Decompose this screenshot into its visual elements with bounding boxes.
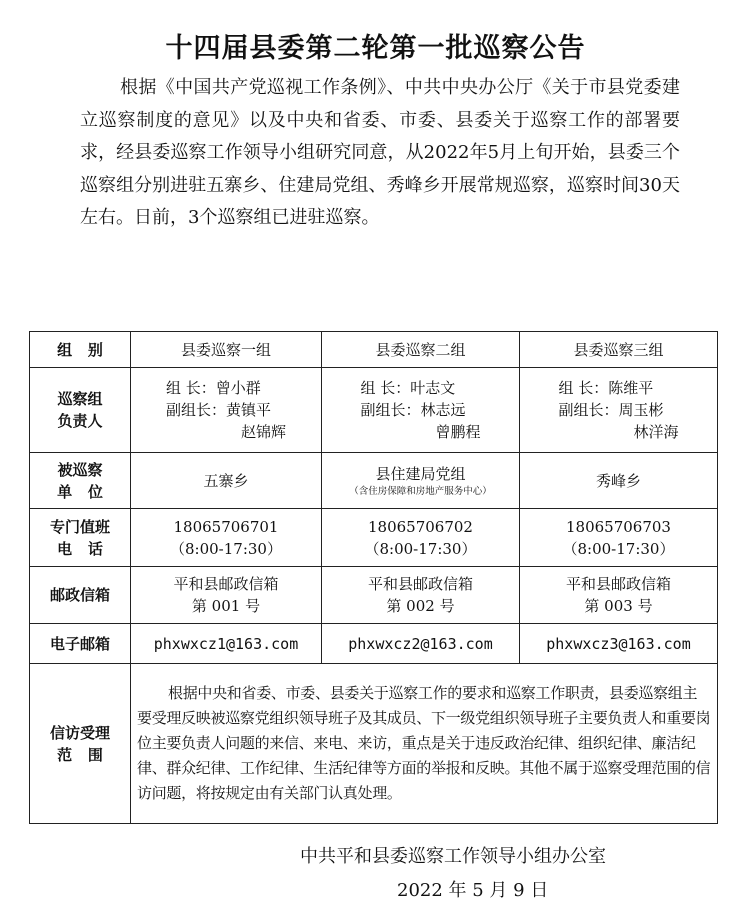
group-3-deputy: 副组长：周玉彬	[558, 401, 664, 419]
header-scope: 信访受理 范 围	[30, 664, 131, 824]
group-2-name: 县委巡察二组	[322, 332, 520, 368]
group-3-leader: 组 长：陈维平	[558, 379, 654, 397]
group-3-phone-cell	[520, 509, 718, 567]
table-row-scope	[30, 664, 718, 824]
group-3-post-cell	[520, 567, 718, 624]
group-3-deputy2: 林洋海	[633, 423, 679, 441]
header-leader: 巡察组 负责人	[30, 368, 131, 453]
group-2-hours: （8:00-17:30）	[364, 539, 477, 558]
group-2-leader: 组 长：叶志文	[360, 379, 456, 397]
header-post: 邮政信箱	[30, 567, 131, 624]
group-3-hours: （8:00-17:30）	[562, 539, 675, 558]
group-1-phone: 18065706701	[173, 517, 279, 536]
group-1-email[interactable]: phxwxcz1@163.com	[131, 624, 322, 664]
group-3-leaders	[520, 368, 718, 453]
group-1-leaders	[131, 368, 322, 453]
group-1-deputy2: 赵锦辉	[240, 423, 286, 441]
group-1-hours: （8:00-17:30）	[170, 539, 282, 558]
group-3-post: 平和县邮政信箱	[565, 575, 671, 593]
group-3-email[interactable]: phxwxcz3@163.com	[520, 624, 718, 664]
group-1-deputy: 副组长：黄镇平	[165, 401, 271, 419]
table-row-phone	[30, 509, 718, 567]
group-2-unit-note: （含住房保障和房地产服务中心）	[349, 485, 492, 497]
group-1-phone-cell	[131, 509, 322, 567]
group-1-post: 平和县邮政信箱	[173, 575, 279, 593]
group-2-post-no: 第 002 号	[386, 597, 455, 615]
intro-paragraph: 根据《中国共产党巡视工作条例》、中共中央办公厅《关于市县党委建立巡察制度的意见》以及中央和省委、市委、县委关于巡察工作的部署要求，经县委巡察工作领导小组研究同意，从2022年5月上旬开始，县委三个巡察组分别进驻五寨乡、住建局党组、秀峰乡开展常规巡察，巡察时间30天左右。日前，3个巡察组已进驻巡察。	[80, 77, 680, 228]
group-3-name: 县委巡察三组	[520, 332, 718, 368]
table-row-leader	[30, 368, 718, 453]
scope-text: 根据中央和省委、市委、县委关于巡察工作的要求和巡察工作职责，县委巡察组主要受理反映被巡察党组织领导班子及其成员、下一级党组织领导班子主要负责人和重要岗位主要负责人问题的来信、来电、来访，重点是关于违反政治纪律、组织纪律、廉洁纪律、群众纪律、工作纪律、生活纪律等方面的举报和反映。其他不属于巡察受理范围的信访问题，将按规定由有关部门认真处理。	[131, 664, 718, 824]
table-row-unit	[30, 453, 718, 509]
group-2-post: 平和县邮政信箱	[367, 575, 473, 593]
group-3-phone: 18065706703	[566, 517, 671, 536]
table-row-post	[30, 567, 718, 624]
group-3-unit: 秀峰乡	[520, 453, 718, 509]
group-1-post-no: 第 001 号	[191, 597, 261, 615]
group-2-leaders	[322, 368, 520, 453]
header-group: 组 别	[30, 332, 131, 368]
group-3-post-no: 第 003 号	[584, 597, 653, 615]
group-2-deputy2: 曾鹏程	[435, 423, 481, 441]
group-2-unit: 县住建局党组	[375, 464, 466, 483]
group-1-leader: 组 长：曾小群	[165, 379, 261, 397]
footer-organization: 中共平和县委巡察工作领导小组办公室	[300, 846, 606, 867]
group-2-post-cell	[322, 567, 520, 624]
header-email: 电子邮箱	[30, 624, 131, 664]
table-row-group	[30, 332, 718, 368]
table-row-email	[30, 624, 718, 664]
group-2-deputy: 副组长：林志远	[360, 401, 466, 419]
group-1-unit: 五寨乡	[131, 453, 322, 509]
group-2-phone-cell	[322, 509, 520, 567]
footer-date: 2022 年 5 月 9 日	[397, 880, 549, 901]
group-1-name: 县委巡察一组	[131, 332, 322, 368]
inspection-table	[29, 331, 718, 824]
group-1-post-cell	[131, 567, 322, 624]
group-2-phone: 18065706702	[368, 517, 473, 536]
page-title: 十四届县委第二轮第一批巡察公告	[165, 33, 586, 64]
group-2-email[interactable]: phxwxcz2@163.com	[322, 624, 520, 664]
header-unit: 被巡察 单 位	[30, 453, 131, 509]
group-2-unit-cell	[322, 453, 520, 509]
header-phone: 专门值班 电 话	[30, 509, 131, 567]
